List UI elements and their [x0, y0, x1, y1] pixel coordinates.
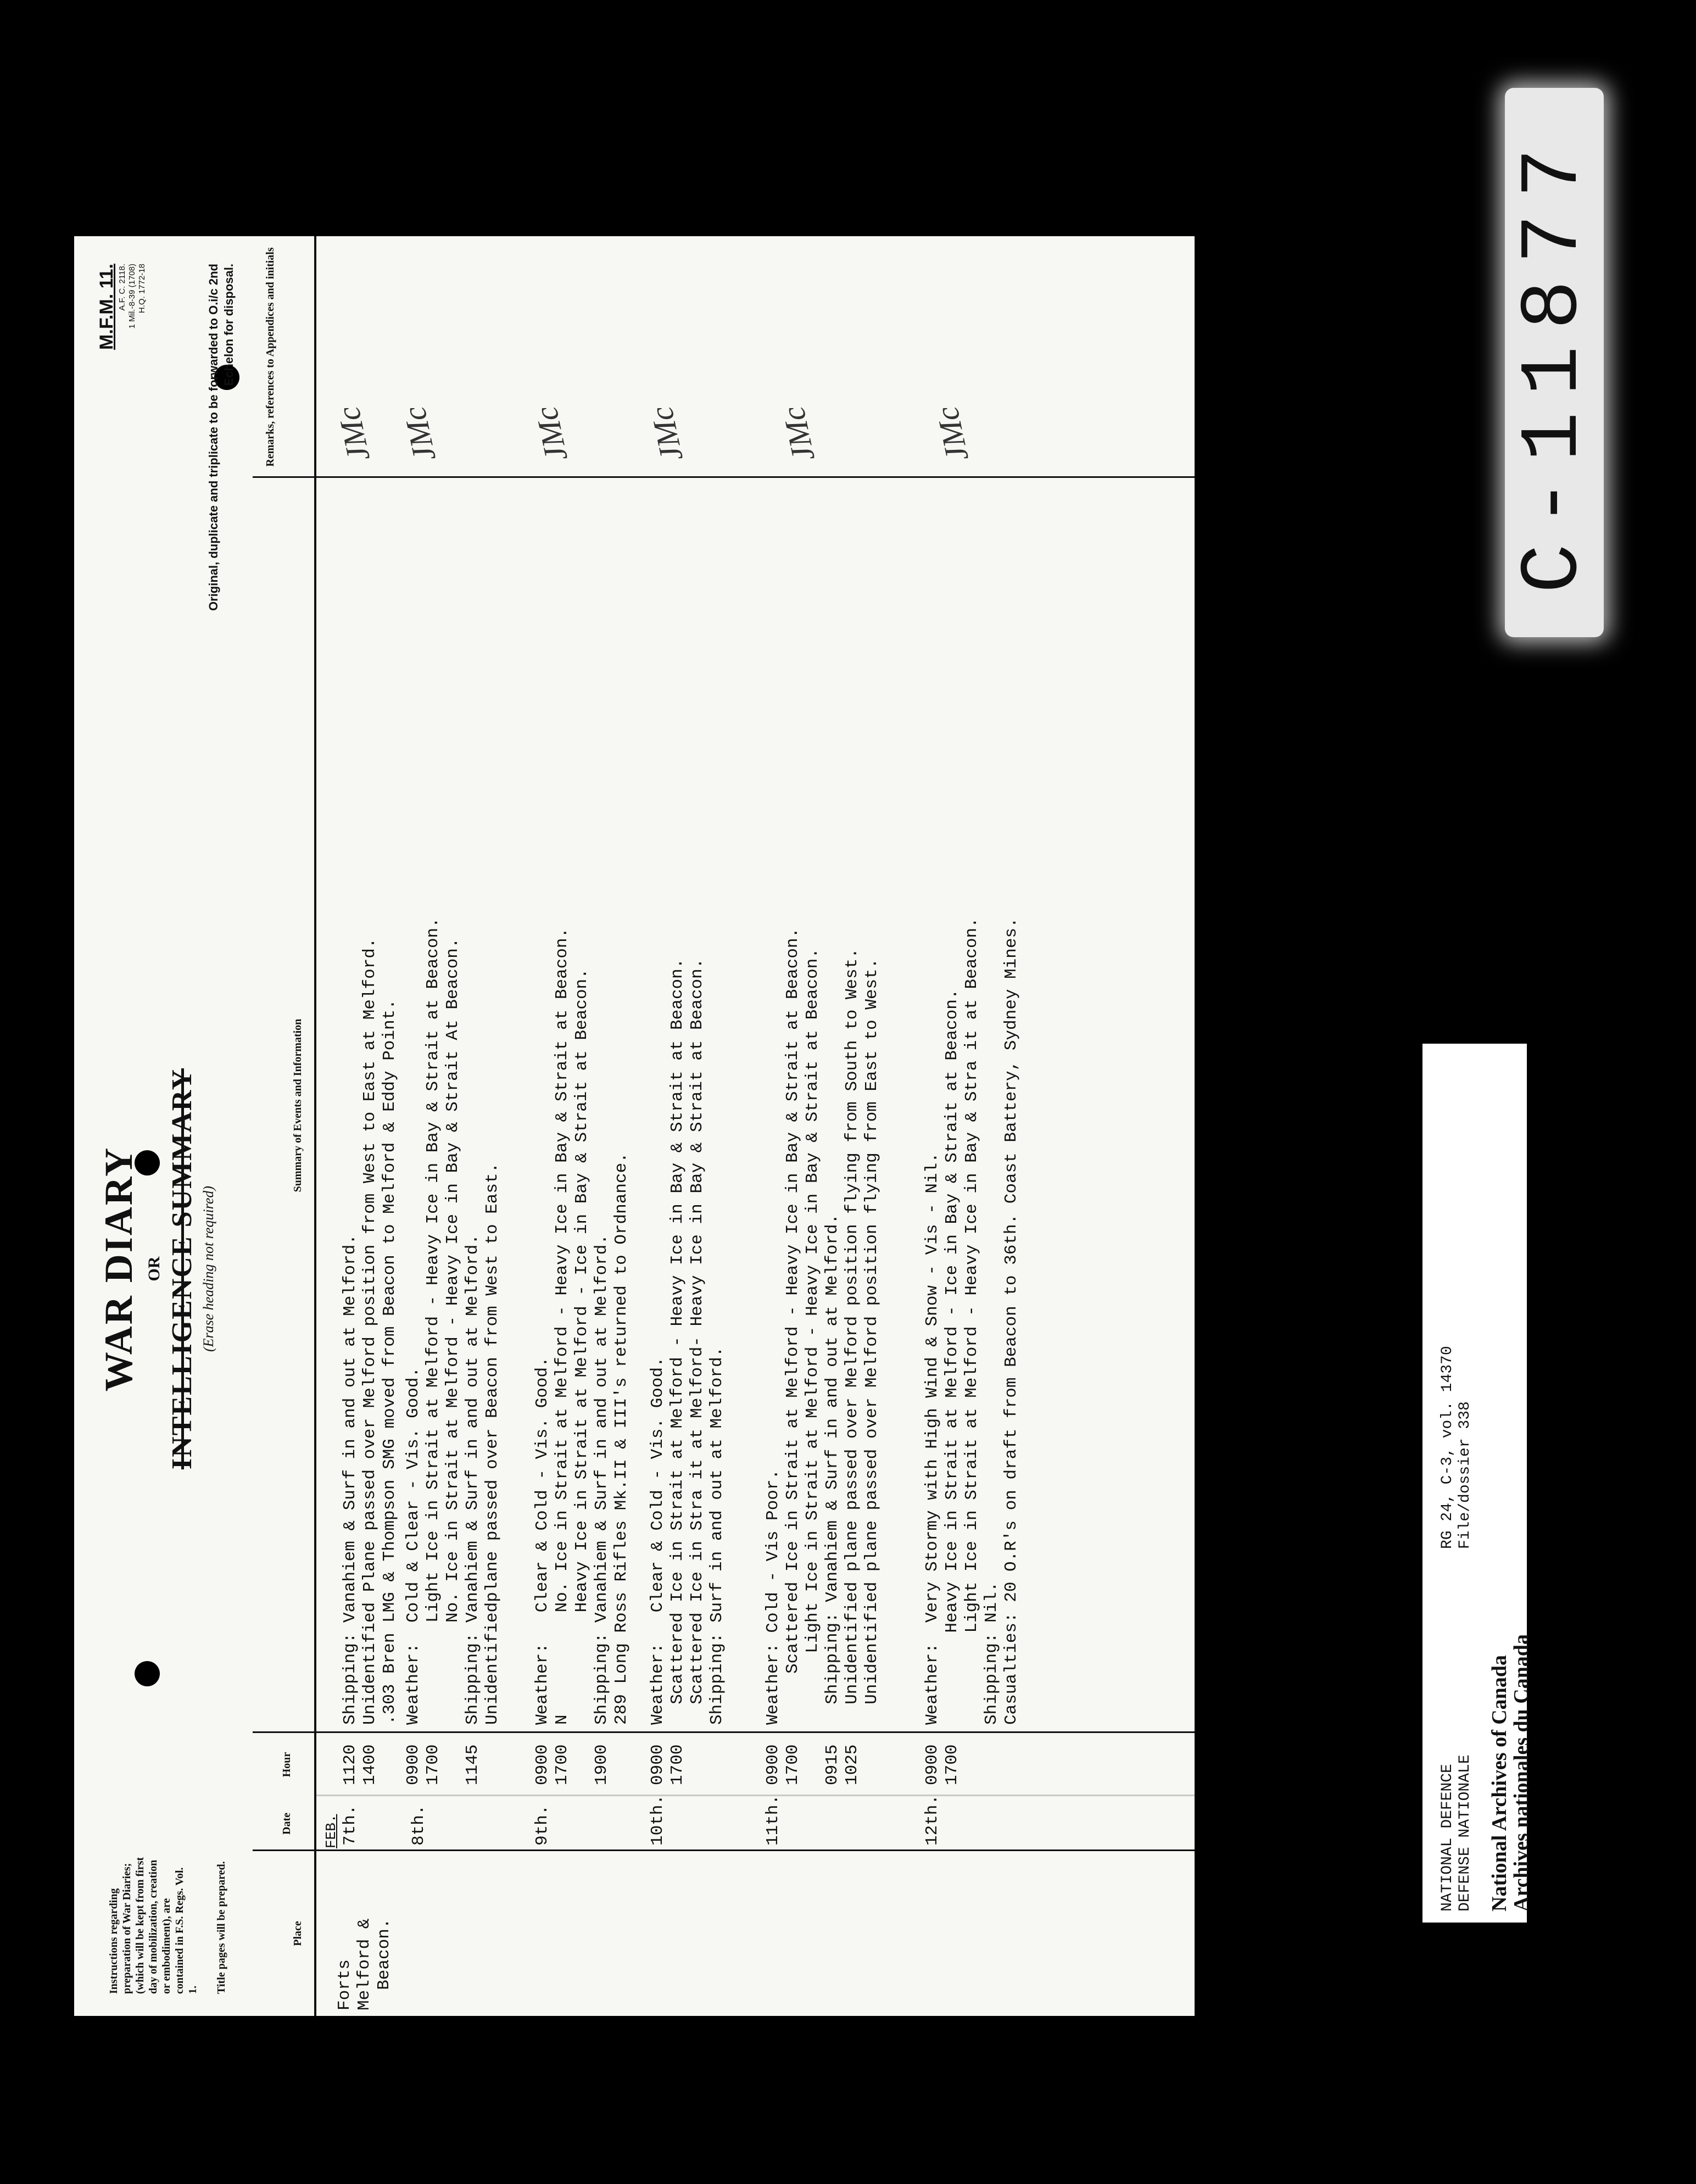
column-header-hour: Hour: [281, 1752, 293, 1778]
distribution-note: Original, duplicate and triplicate to be forwarded to O.i/c 2nd Echelon for disposal.: [207, 264, 236, 611]
column-rule: [253, 1849, 1195, 1851]
entry-hours: 0900 1700 1900: [533, 1744, 611, 1785]
entry-date: 12th.: [923, 1794, 942, 1846]
archive-name-fr: Archives nationales du Canada: [1510, 1634, 1533, 1912]
column-header-summary: Summary of Events and Information: [292, 1018, 304, 1193]
national-defence-label: NATIONAL DEFENCE DEFENSE NATIONALE: [1439, 1754, 1474, 1912]
war-diary-page: [74, 236, 1195, 2016]
initials-signature: JMc: [643, 403, 690, 465]
archive-name: [1488, 1055, 1532, 1912]
entry-hours: 0900 1700: [648, 1744, 687, 1785]
column-rule: [253, 1731, 1195, 1733]
form-title: WAR DIARY: [97, 1146, 141, 1392]
form-or: OR: [145, 1256, 163, 1282]
initials-signature: JMc: [929, 403, 975, 465]
entry-hours: 0900 1700 0915 1025: [763, 1744, 862, 1785]
instructions-text: Instructions regarding preparation of War Diaries; (which will be kept from first day of mobilization, creation or embodiment), are contained in F.S. Regs. Vol. 1.: [108, 1857, 199, 1994]
reel-number-strip: [1505, 88, 1604, 637]
archive-label: [1422, 1044, 1533, 1923]
entry-date: 7th.: [341, 1804, 360, 1846]
archive-label-content: [1422, 1044, 1533, 1923]
entry-hours: 0900 1700 1145: [404, 1744, 482, 1785]
archive-reference: RG 24, C-3, vol. 14370 File/dossier 338: [1439, 1346, 1474, 1549]
reel-number: C-11877: [1508, 131, 1601, 594]
entry-text: Shipping: Vanahiem & Surf in and out at Melford. Unidentified Plane passed over Melford position from West to East at Melford. .303 Bren LMG & Thompson SMG moved from Beacon to Melford & Eddy Point.: [341, 938, 399, 1725]
column-header-remarks: Remarks, references to Appendices and initials: [264, 247, 276, 467]
entry-date: 8th.: [409, 1804, 428, 1846]
entry-date: 10th.: [648, 1794, 667, 1846]
form-identifier: [96, 264, 147, 445]
entry-text: Weather: Clear & Cold - Vis. Good. N No. Ice in Strait at Melford - Heavy Ice in Bay & Strait at Beacon. Heavy Ice in Strait at Melford - Ice in Bay & Strait at Beacon. Shipping: Vanahiem & Surf in and out at Melford. 289 Long Ross Rifles Mk.II & III's returned to Ordnance.: [533, 927, 631, 1725]
column-header-date: Date: [281, 1813, 293, 1835]
entry-text: Weather: Clear & Cold - Vis. Good. Scattered Ice in Strait at Melford - Heavy Ice in Bay & Strait at Beacon. Scattered Ice in Stra it at Melford- Heavy Ice in Bay & Strait at Beacon. Shipping: Surf in and out at Melford.: [648, 958, 727, 1725]
column-rule: [314, 1795, 1195, 1796]
diary-table: [253, 236, 1195, 2016]
document-sheet-wrapper: [74, 236, 1195, 2016]
header-rule: [314, 236, 316, 2016]
initials-signature: JMc: [775, 403, 822, 465]
entry-hours: 0900 1700: [923, 1744, 962, 1785]
archive-name-en: National Archives of Canada: [1488, 1655, 1511, 1912]
form-sub-code: A.F. C. 2118. 1 Mil.-8-39 (1708) H.Q. 1772-18: [118, 264, 147, 329]
place-cell: Forts Melford & Beacon.: [335, 1918, 394, 2010]
title-pages-note: Title pages will be prepared.: [215, 1861, 227, 1994]
initials-signature: JMc: [330, 403, 377, 465]
entry-hours: 1120 1400: [341, 1744, 380, 1785]
column-rule: [253, 476, 1195, 478]
initials-signature: JMc: [396, 403, 443, 465]
column-header-place: Place: [292, 1921, 304, 1946]
entry-text: Weather: Cold - Vis Poor. Scattered Ice in Strait at Melford - Heavy Ice in Bay & Strait at Beacon. Light Ice in Strait at Melford - Heavy Ice in Bay & Strait at Beacon. Shipping: Vanahiem & Surf in and out at Melford. Unidentified plane passed over Melford position flying from South to West. Unidentified plane passed over Melford position flying from East to West.: [763, 927, 882, 1725]
form-code: M.F.M. 11.: [96, 264, 117, 350]
initials-signature: JMc: [528, 403, 574, 465]
entry-text: Weather: Cold & Clear - Vis. Good. Light Ice in Strait at Melford - Heavy Ice in Bay & Strait at Beacon. No. Ice in Strait at Melford - Heavy Ice in Bay & Strait At Beacon. Shipping: Vanahiem & Surf in and out at Melford. Unidentifiedplane passed over Beacon from West to East.: [404, 917, 502, 1725]
form-header: [96, 829, 217, 1708]
entry-date: 11th.: [763, 1794, 783, 1846]
month-label: FEB.: [323, 1814, 339, 1848]
erase-note: (Erase heading not required): [200, 1185, 216, 1352]
entry-text: Weather: Very Stormy with High Wind & Snow - Vis - Nil. Heavy Ice in Strait at Melford - Ice in Bay & Strait at Beacon. Light Ice in Strait at Melford - Heavy Ice in Bay & Stra it at Beacon. Shipping: Nil. Casualties: 20 O.R's on draft from Beacon to 36th. Coast Battery, Sydney Mines.: [923, 917, 1021, 1725]
instructions-note: [107, 1857, 228, 1994]
entry-date: 9th.: [533, 1804, 552, 1846]
form-alt-title: INTELLIGENCE SUMMARY: [166, 1068, 198, 1470]
